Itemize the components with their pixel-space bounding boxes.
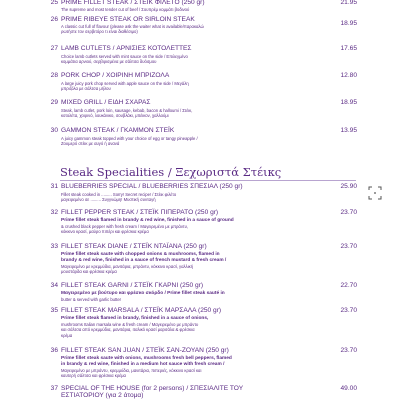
description-line: Prime fillet steak flamed in brandy, finished in a sauce of onions,	[61, 316, 209, 321]
item-price: 13.95	[340, 127, 357, 134]
description-line: brandy & red wine, finished in a sauce of french mustard & fresh cream /	[61, 258, 227, 263]
description-line: & crushed black pepper with fresh cream / Μαγειρεμένο με μπράντυ,	[61, 224, 189, 229]
section-title: Steak Specialities / Ξεχωριστά Στέικς	[60, 165, 282, 179]
item-title: SPECIAL OF THE HOUSE (for 2 persons) / ΣΠΕΣΙΑΛΙΤΕ ΤΟΥ	[61, 385, 244, 392]
description-line: Μαγειρεμένο με κρεμμύδια, μανιτάρια, μπράντυ, κόκκινο κρασί, γαλλική	[61, 264, 194, 269]
item-number: 32	[50, 209, 58, 216]
item-description	[61, 54, 333, 65]
item-description	[61, 218, 333, 235]
item-title: BLUEBERRIES SPECIAL / BLUEBERRIES ΣΠΕΣΙΑΛ (250 gr)	[61, 183, 243, 190]
description-line: mushrooms Italian marsala wine & fresh cream / Μαγειρεμένο με μπράντυ	[61, 322, 199, 327]
item-price: 22.70	[340, 282, 357, 289]
item-price: 23.70	[340, 209, 357, 216]
description-line: The supreme and most tender cut of beef / Σουπρέμ κομμάτι βοδινού	[61, 7, 190, 12]
item-price: 25.90	[340, 183, 357, 190]
item-description	[61, 252, 333, 275]
description-line: κόκκινο κρασί, μαύρο πιπέρι και φρέσκια κρέμα	[61, 229, 149, 235]
item-number: 33	[50, 243, 58, 250]
item-price: 18.95	[340, 20, 357, 27]
item-price: 12.80	[340, 72, 357, 79]
item-number: 30	[50, 127, 58, 134]
description-line: κοτολέτα, χοιρινό, λουκάνικο, σουβλάκι, μπέικον, χαλλούμι	[61, 113, 169, 119]
item-title: GAMMON STEAK / ΓΚΑΜΜΟΝ ΣΤΕΪΚ	[61, 127, 175, 134]
description-line: A large juicy pork chop served with apple sauce on the side / Μεγάλη	[61, 81, 189, 86]
item-description	[61, 356, 333, 379]
item-description	[61, 316, 333, 338]
description-line: κρέμα	[61, 332, 73, 338]
description-line: Steak, lamb cutlet, pork loin, sausage, kebab, bacon & halloumi / Στέικ,	[61, 108, 193, 113]
description-line: καυτερή σάλτσα και φρέσκια κρέμα	[61, 373, 126, 379]
description-line: Choice lamb cutlets served with mint sauce on the side / Επιλεγμένο	[61, 54, 188, 59]
item-price: 23.70	[340, 243, 357, 250]
item-description	[61, 81, 333, 92]
description-line: Prime fillet steak saute with chopped onions & mushrooms, flamed in	[61, 252, 220, 257]
item-description	[61, 136, 333, 147]
item-description	[61, 7, 333, 12]
description-line: Prime fillet steak flamed in brandy & red wine, finished in a sauce of ground	[61, 218, 234, 223]
description-line: ρωτήστε τον σερβιτόρο τι είναι διαθέσιμο)	[61, 29, 138, 35]
description-line: Ζουμερό στέικ με αυγό ή ανανά	[61, 141, 120, 147]
item-number: 37	[50, 385, 58, 392]
crosshair-icon	[368, 186, 382, 200]
description-line: μαγειρεμένο σε ......... Συγγνώμη! Μυστική συνταγή	[61, 197, 156, 203]
description-line: μουστάρδα και φρέσκια κρέμα	[61, 269, 117, 275]
item-title: FILLET STEAK SAN JUAN / ΣΤΕΪΚ ΣΑΝ-ΖΟΥΑΝ (250 gr)	[61, 347, 229, 354]
item-title: LAMB CUTLETS / ΑΡΝΙΣΙΕΣ ΚΟΤΟΛΕΤΤΕΣ	[61, 45, 192, 52]
description-line: κομμάτια αρνιού, σερβιρισμένα με σάλτσα δυόσμου	[61, 59, 157, 65]
item-title-continued: ΕΣΤΙΑΤΟΡΙΟΥ (για 2 άτομα)	[61, 392, 144, 399]
item-title: PORK CHOP / ΧΟΙΡΙΝΗ ΜΠΡΙΖΟΛΑ	[61, 72, 170, 79]
item-price: 21.95	[340, 0, 357, 6]
description-line: Fillet steak cooked in ......... Sorry! Secret recipe! / Στέικ φιλέτο	[61, 192, 177, 197]
item-description	[61, 192, 333, 203]
item-number: 28	[50, 72, 58, 79]
item-title: MIXED GRILL / ΕΙΔΗ ΣΧΑΡΑΣ	[61, 99, 151, 106]
item-price: 23.70	[340, 307, 357, 314]
item-number: 25	[50, 0, 58, 6]
description-line: και σάλτσα από κρεμμύδια, μανιτάρια, ιταλικό κρασί μαρσάλα & φρέσκια	[61, 327, 195, 333]
item-number: 29	[50, 99, 58, 106]
item-number: 34	[50, 282, 58, 289]
item-description	[61, 108, 333, 119]
description-line: A classic cut full of flavour (please ask the waiter what is available/παρακαλώ	[61, 24, 204, 29]
item-price: 23.70	[340, 347, 357, 354]
description-line: μπριζόλα με σάλτσα μήλου	[61, 86, 111, 92]
item-number: 36	[50, 347, 58, 354]
item-number: 35	[50, 307, 58, 314]
item-title: FILLET STEAK GARNI / ΣΤΕΪΚ ΓΚΑΡΝΙ (250 gr)	[61, 282, 204, 289]
item-title: PRIME RIBEYE STEAK OR SIRLOIN STEAK	[61, 16, 195, 23]
item-number: 31	[50, 183, 58, 190]
item-price: 17.65	[340, 45, 357, 52]
item-description	[61, 291, 333, 302]
item-title: PRIME FILLET STEAK / ΣΤΕΪΚ ΦΙΛΕΤΟ (250 gr)	[61, 0, 205, 6]
description-line: in brandy & red wine, finished in a medium hot sauce with fresh cream /	[61, 362, 225, 367]
item-title: FILLET PEPPER STEAK / ΣΤΕΪΚ ΠΙΠΕΡΑΤΟ (250 gr)	[61, 209, 219, 216]
section-divider	[60, 180, 356, 181]
item-number: 26	[50, 16, 58, 23]
item-price: 49.00	[340, 385, 357, 392]
item-title: FILLET STEAK DIANE / ΣΤΕΪΚ ΝΤΑΪΑΝΑ (250 gr)	[61, 243, 207, 250]
item-title: FILLET STEAK MARSALA / ΣΤΕΪΚ ΜΑΡΣΑΛΑ (250 gr)	[61, 307, 222, 314]
item-price: 18.95	[340, 99, 357, 106]
description-line: Μαγειρεμένο με μπράντυ, κρεμμύδια, μανιτάρια, πιπεριές, κόκκινο κρασί και	[61, 368, 202, 373]
item-number: 27	[50, 45, 58, 52]
description-line: Prime fillet steak saute with onions, mushrooms fresh bell peppers, flamed	[61, 356, 232, 361]
item-description	[61, 24, 333, 35]
description-line: Μαγειρεμένο με βούτυρο και φρέσκο σκόρδο / Prime fillet steak sauté in	[61, 291, 225, 296]
description-line: butter & served with garlic butter	[61, 297, 122, 302]
description-line: A juicy gammon steak topped with your choice of egg or tangy pineapple /	[61, 136, 198, 141]
